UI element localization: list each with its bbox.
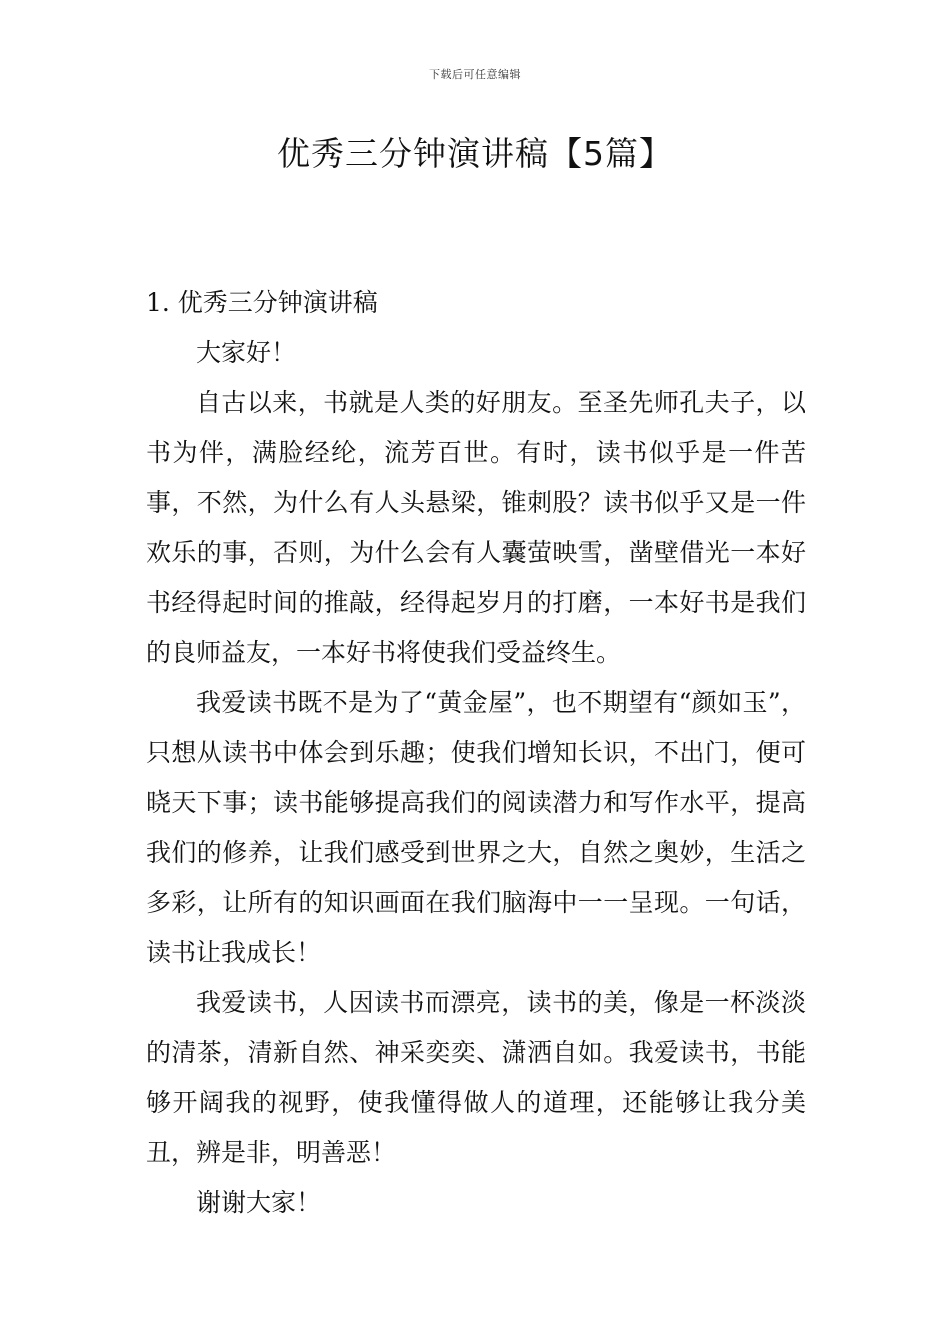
paragraph-1: 自古以来，书就是人类的好朋友。至圣先师孔夫子，以书为伴，满脸经纶，流芳百世。有时，读书似乎是一件苦事，不然，为什么有人头悬梁，锥刺股？读书似乎又是一件欢乐的事，否则，为什么会有人囊萤映雪，凿壁借光一本好书经得起时间的推敲，经得起岁月的打磨，一本好书是我们的良师益友，一本好书将使我们受益终生。	[146, 388, 806, 667]
document-body	[146, 278, 806, 1228]
paragraph-3: 我爱读书，人因读书而漂亮，读书的美，像是一杯淡淡的清茶，清新自然、神采奕奕、潇洒自如。我爱读书，书能够开阔我的视野，使我懂得做人的道理，还能够让我分美丑，辨是非，明善恶！	[146, 988, 806, 1167]
section-heading: 1. 优秀三分钟演讲稿	[146, 288, 378, 317]
document-title: 优秀三分钟演讲稿【5篇】	[277, 134, 673, 173]
paragraph-closing: 谢谢大家！	[196, 1188, 322, 1217]
paragraph-2: 我爱读书既不是为了“黄金屋”，也不期望有“颜如玉”，只想从读书中体会到乐趣；使我们增知长识，不出门，便可晓天下事；读书能够提高我们的阅读潜力和写作水平，提高我们的修养，让我们感受到世界之大，自然之奥妙，生活之多彩，让所有的知识画面在我们脑海中一一呈现。一句话，读书让我成长！	[146, 688, 806, 967]
paragraph-greeting: 大家好！	[196, 338, 297, 367]
header-note: 下载后可任意编辑	[429, 68, 521, 81]
